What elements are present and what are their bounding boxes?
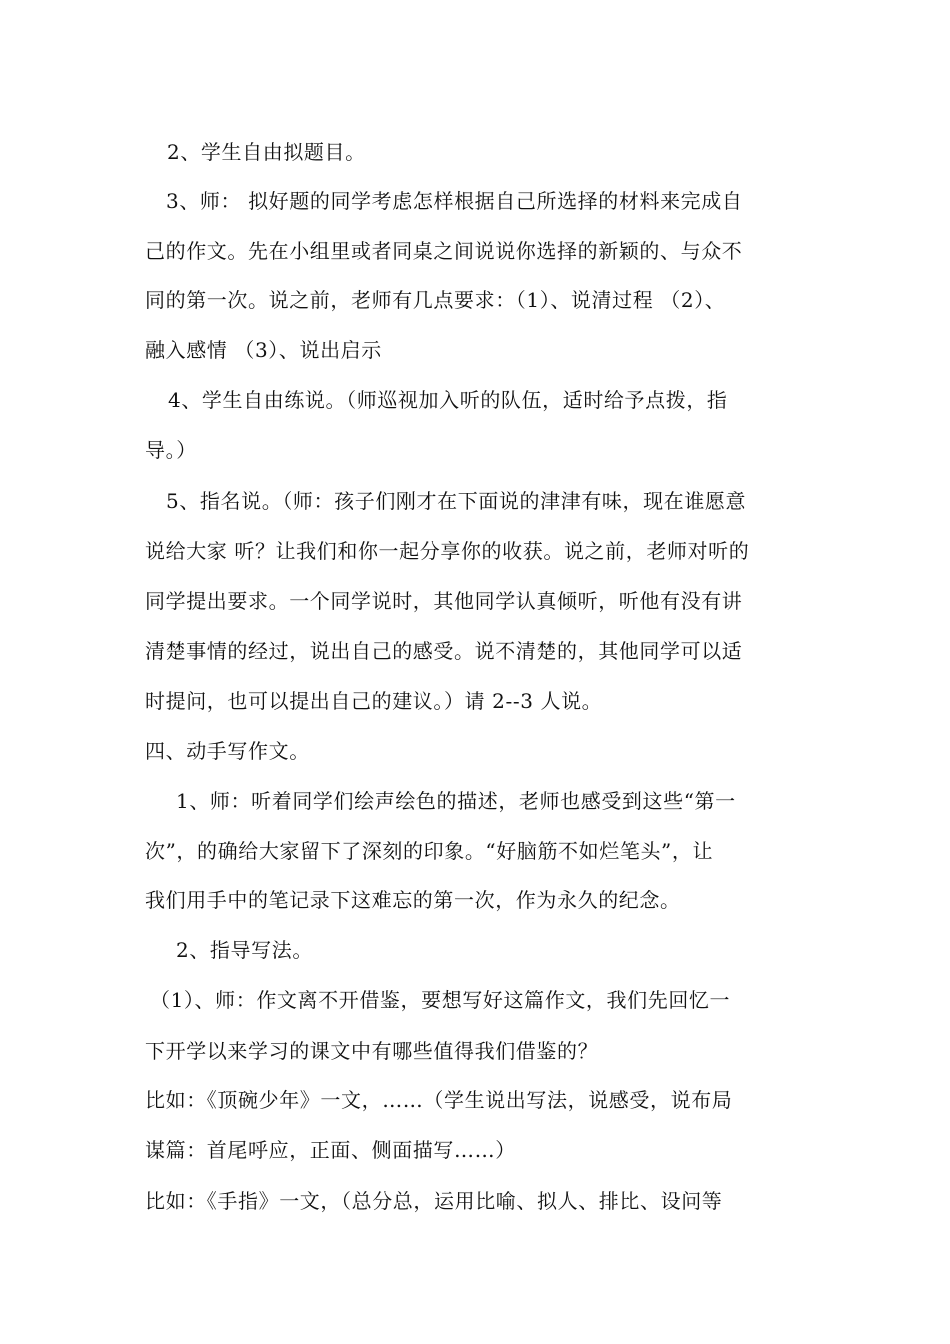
text-line: 2、学生自由拟题目。	[167, 140, 366, 164]
text-line: 同的第一次。说之前，老师有几点要求：（1）、说清过程 （2）、	[145, 288, 726, 312]
section-heading: 四、动手写作文。	[145, 739, 310, 763]
text-line: 我们用手中的笔记录下这难忘的第一次，作为永久的纪念。	[145, 888, 681, 912]
text-line: 比如：《手指》一文，（总分总，运用比喻、拟人、排比、设问等	[145, 1189, 723, 1213]
text-line: 1、师：听着同学们绘声绘色的描述，老师也感受到这些“第一	[176, 789, 736, 813]
text-line: 导。）	[145, 438, 197, 462]
text-line: 说给大家 听？让我们和你一起分享你的收获。说之前，老师对听的	[145, 539, 750, 563]
text-line: 2、指导写法。	[176, 938, 313, 962]
text-line: 次”，的确给大家留下了深刻的印象。“好脑筋不如烂笔头”，让	[145, 839, 714, 863]
text-line: 同学提出要求。一个同学说时，其他同学认真倾听，听他有没有讲	[145, 589, 743, 613]
text-line: 比如：《顶碗少年》一文，……（学生说出写法，说感受，说布局	[145, 1088, 733, 1112]
text-line: 己的作文。先在小组里或者同桌之间说说你选择的新颖的、与众不	[145, 239, 743, 263]
text-line: 融入感情 （3）、说出启示	[145, 338, 382, 362]
text-line: 3、师： 拟好题的同学考虑怎样根据自己所选择的材料来完成自	[166, 189, 743, 213]
text-line: 时提问，也可以提出自己的建议。）请 2--3 人说。	[145, 689, 603, 713]
text-line: 5、指名说。（师：孩子们刚才在下面说的津津有味，现在谁愿意	[166, 489, 747, 513]
text-line: （1）、师：作文离不开借鉴，要想写好这篇作文，我们先回忆一	[150, 988, 731, 1012]
text-line: 谋篇：首尾呼应，正面、侧面描写……）	[145, 1138, 516, 1162]
text-line: 清楚事情的经过，说出自己的感受。说不清楚的，其他同学可以适	[145, 639, 743, 663]
text-line: 4、学生自由练说。（师巡视加入听的队伍，适时给予点拨，指	[168, 388, 728, 412]
text-line: 下开学以来学习的课文中有哪些值得我们借鉴的？	[145, 1039, 599, 1063]
